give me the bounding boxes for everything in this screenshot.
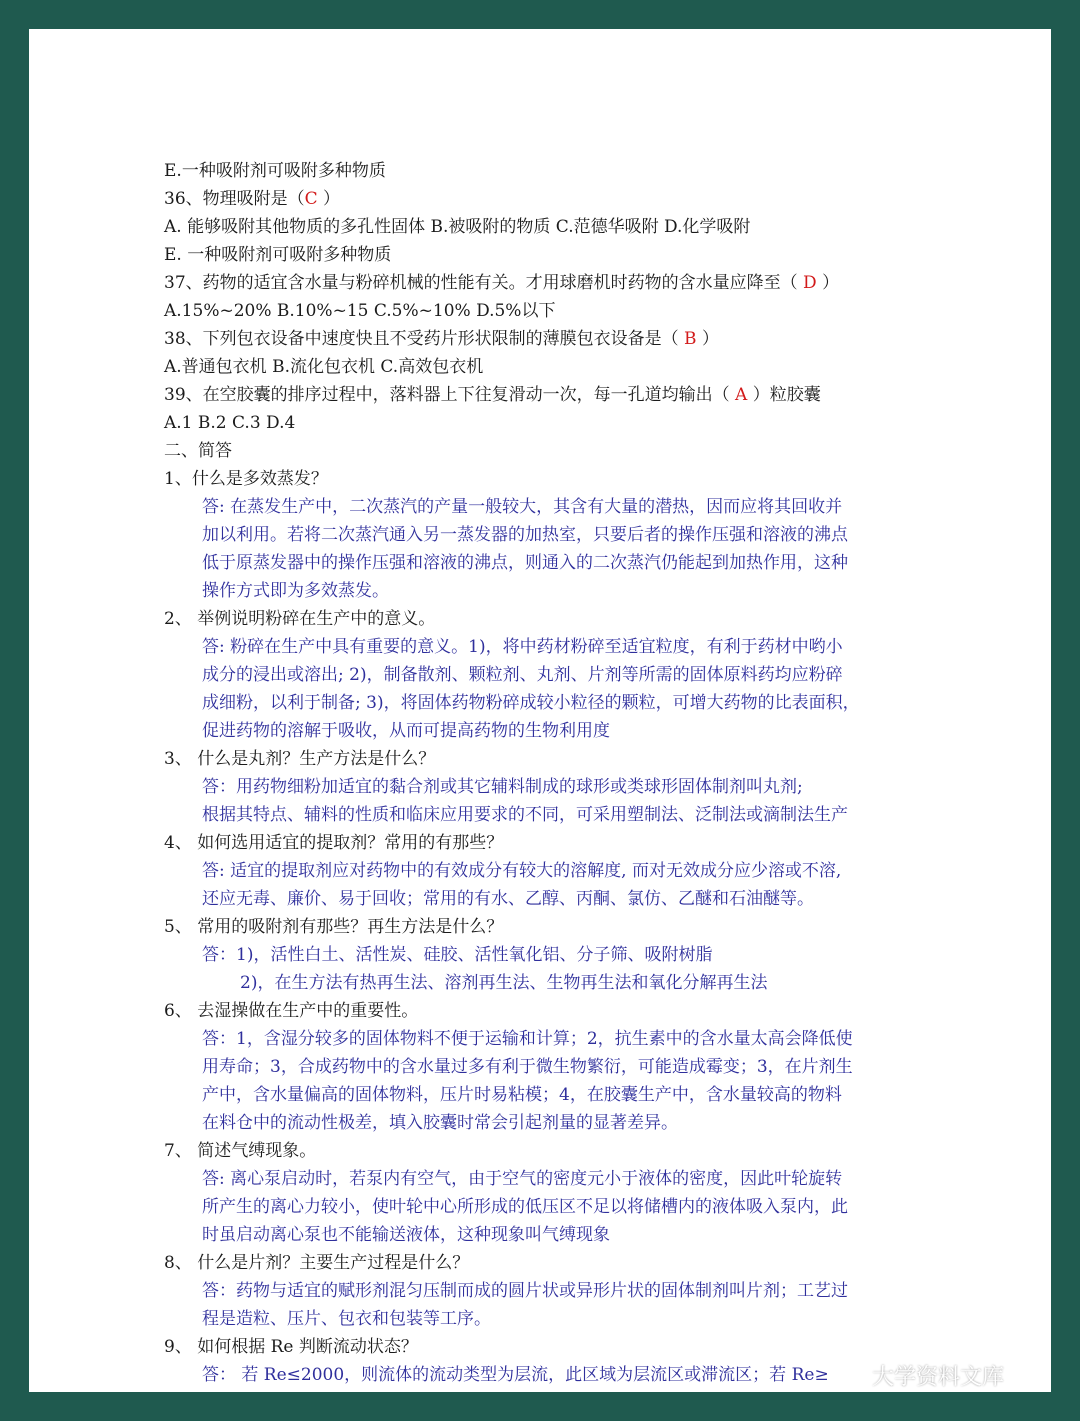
answer-line: 答：药物与适宜的赋形剂混匀压制而成的圆片状或异形片状的固体制剂叫片剂；工艺过 (202, 1281, 848, 1301)
qa-2 (164, 605, 964, 745)
qa-6 (164, 997, 964, 1137)
answer (164, 1277, 964, 1333)
answer (164, 633, 964, 745)
answer-letter: C (304, 189, 318, 209)
qa-5 (164, 913, 964, 997)
answer-line: 答: 离心泵启动时，若泵内有空气，由于空气的密度元小于液体的密度，因此叶轮旋转 (202, 1169, 843, 1189)
question-text: ） (317, 189, 341, 209)
question: 9、 如何根据 Re 判断流动状态？ (164, 1337, 418, 1357)
question-36 (164, 185, 964, 213)
answer-letter: B (684, 329, 697, 349)
qa-3 (164, 745, 964, 829)
wechat-icon (836, 1363, 866, 1389)
watermark (836, 1360, 1004, 1391)
answer (164, 773, 964, 829)
answer-line: 所产生的离心力较小，使叶轮中心所形成的低压区不足以将储槽内的液体吸入泵内，此 (202, 1197, 848, 1217)
answer-letter: D (803, 273, 817, 293)
question-text: ） (816, 273, 840, 293)
answer-line: 答: 适宜的提取剂应对药物中的有效成分有较大的溶解度, 而对无效成分应少溶或不溶, (202, 861, 842, 881)
question: 5、 常用的吸附剂有那些？再生方法是什么？ (164, 917, 504, 937)
options-line: A. 能够吸附其他物质的多孔性固体 B.被吸附的物质 C.范德华吸附 D.化学吸附 (164, 217, 751, 237)
answer-line: 答: 在蒸发生产中，二次蒸汽的产量一般较大，其含有大量的潜热，因而应将其回收并 (202, 497, 843, 517)
question-text: ） (696, 329, 719, 349)
answer-line: 2)，在生方法有热再生法、溶剂再生法、生物再生法和氧化分解再生法 (240, 973, 768, 993)
answer (164, 493, 964, 605)
answer-line: 还应无毒、廉价、易于回收；常用的有水、乙醇、丙酮、氯仿、乙醚和石油醚等。 (202, 889, 814, 909)
answer-line: 答: 粉碎在生产中具有重要的意义。1)，将中药材粉碎至适宜粒度，有利于药材中哟小 (202, 637, 843, 657)
question-text: ）粒胶囊 (747, 385, 821, 405)
document-page (29, 29, 1051, 1392)
answer-line: 成细粉，以利于制备; 3)，将固体药物粉碎成较小粒径的颗粒，可增大药物的比表面积， (202, 693, 860, 713)
answer-line: 操作方式即为多效蒸发。 (202, 581, 389, 601)
answer-line: 答：用药物细粉加适宜的黏合剂或其它辅料制成的球形或类球形固体制剂叫丸剂; (202, 777, 803, 797)
answer (164, 1025, 964, 1137)
answer-line: 在料仓中的流动性极差，填入胶囊时常会引起剂量的显著差异。 (202, 1113, 678, 1133)
question: 2、 举例说明粉碎在生产中的意义。 (164, 609, 436, 629)
question-38 (164, 325, 964, 353)
answer-letter: A (735, 385, 748, 405)
qa-4 (164, 829, 964, 913)
qa-7 (164, 1137, 964, 1249)
question-text: 37、药物的适宜含水量与粉碎机械的性能有关。才用球磨机时药物的含水量应降至（ (164, 273, 804, 293)
options-line: A.15%~20% B.10%~15 C.5%~10% D.5%以下 (164, 301, 556, 321)
answer-line: 低于原蒸发器中的操作压强和溶液的沸点，则通入的二次蒸汽仍能起到加热作用，这种 (202, 553, 848, 573)
question: 3、 什么是丸剂？生产方法是什么？ (164, 749, 436, 769)
answer-line: 答： 若 Re≤2000，则流体的流动类型为层流，此区域为层流区或滞流区；若 Re≥ (202, 1365, 829, 1385)
question: 7、 简述气缚现象。 (164, 1141, 317, 1161)
question-text: 36、物理吸附是（ (164, 189, 305, 209)
answer-line: 加以利用。若将二次蒸汽通入另一蒸发器的加热室，只要后者的操作压强和溶液的沸点 (202, 525, 848, 545)
qa-1 (164, 465, 964, 605)
answer-line: 程是造粒、压片、包衣和包装等工序。 (202, 1309, 491, 1329)
options-line: A.1 B.2 C.3 D.4 (164, 413, 296, 433)
options-line: A.普通包衣机 B.流化包衣机 C.高效包衣机 (164, 357, 484, 377)
answer-line: 成分的浸出或溶出; 2)，制备散剂、颗粒剂、丸剂、片剂等所需的固体原料药均应粉碎 (202, 665, 843, 685)
question: 4、 如何选用适宜的提取剂？常用的有那些？ (164, 833, 504, 853)
section-heading: 二、简答 (164, 441, 232, 461)
answer-line: 答：1，含湿分较多的固体物料不便于运输和计算；2，抗生素中的含水量太高会降低使 (202, 1029, 853, 1049)
answer-line: 促进药物的溶解于吸收，从而可提高药物的生物利用度 (202, 721, 610, 741)
document-content (164, 157, 964, 1389)
question: 6、 去湿操做在生产中的重要性。 (164, 1001, 419, 1021)
question-39 (164, 381, 964, 409)
text-line: E.一种吸附剂可吸附多种物质 (164, 161, 386, 181)
answer-line: 时虽启动离心泵也不能输送液体，这种现象叫气缚现象 (202, 1225, 610, 1245)
answer-line: 用寿命；3，合成药物中的含水量过多有利于微生物繁衍，可能造成霉变；3，在片剂生 (202, 1057, 853, 1077)
answer-line: 产中，含水量偏高的固体物料，压片时易粘模；4，在胶囊生产中，含水量较高的物料 (202, 1085, 842, 1105)
question: 1、什么是多效蒸发？ (164, 469, 328, 489)
answer-line: 答：1)，活性白土、活性炭、硅胶、活性氧化铝、分子筛、吸附树脂 (202, 945, 713, 965)
watermark-text: 大学资料文库 (872, 1365, 1005, 1390)
answer (164, 857, 964, 913)
question-text: 38、下列包衣设备中速度快且不受药片形状限制的薄膜包衣设备是（ (164, 329, 685, 349)
question-37 (164, 269, 964, 297)
answer (164, 1165, 964, 1249)
answer (164, 941, 964, 969)
question: 8、 什么是片剂？主要生产过程是什么？ (164, 1253, 470, 1273)
options-line: E. 一种吸附剂可吸附多种物质 (164, 245, 392, 265)
answer-line: 根据其特点、辅料的性质和临床应用要求的不同，可采用塑制法、泛制法或滴制法生产 (202, 805, 848, 825)
question-text: 39、在空胶囊的排序过程中，落料器上下往复滑动一次，每一孔道均输出（ (164, 385, 736, 405)
qa-8 (164, 1249, 964, 1333)
